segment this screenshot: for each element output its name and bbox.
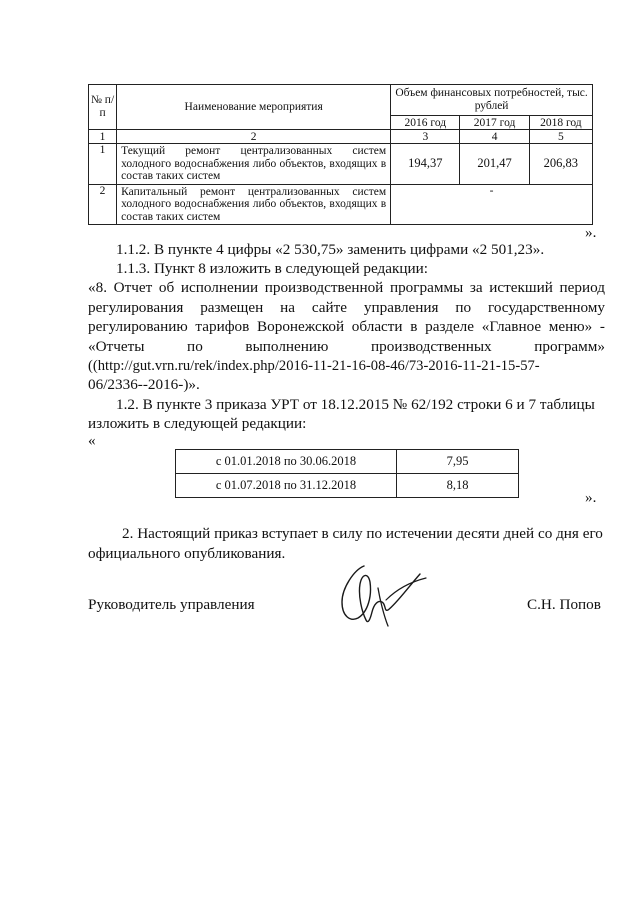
paragraph-8-link-end: 06/2336--2016-)». [88, 376, 200, 393]
row-num: 1 [89, 144, 117, 185]
paragraph-1-1-2: 1.1.2. В пункте 4 цифры «2 530,75» заменить цифрами «2 501,23». [116, 241, 545, 258]
table-row [176, 474, 519, 498]
index-cell: 2 [117, 130, 391, 144]
header-volume: Объем финансовых потребностей, тыс. рублей [391, 85, 593, 116]
paragraph-1-2: 1.2. В пункте 3 приказа УРТ от 18.12.2015 № 62/192 строки 6 и 7 таблицы [116, 396, 595, 413]
paragraph-1-2-cont: изложить в следующей редакции: [88, 415, 307, 432]
index-cell: 4 [460, 130, 529, 144]
header-2017: 2017 год [460, 116, 529, 130]
row-num: 2 [89, 184, 117, 225]
paragraph-8-line: регулированию тарифов Воронежской области в разделе «Главное меню» - [88, 318, 605, 335]
row-name: Текущий ремонт централизованных систем холодного водоснабжения либо объектов, входящих в состав таких систем [117, 144, 391, 185]
financial-table [88, 84, 593, 225]
table-row [89, 184, 593, 225]
tariff-table [175, 449, 519, 498]
final-paragraph: 2. Настоящий приказ вступает в силу по истечении десяти дней со дня его [122, 525, 603, 542]
paragraph-8-link: ((http://gut.vrn.ru/rek/index.php/2016-11-21-16-08-46/73-2016-11-21-15-57- [88, 358, 540, 374]
row-name: Капитальный ремонт централизованных систем холодного водоснабжения либо объектов, входящих в состав таких систем [117, 184, 391, 225]
header-2016: 2016 год [391, 116, 460, 130]
row-value-2018: 206,83 [529, 144, 592, 185]
open-quote: « [88, 432, 96, 449]
header-2018: 2018 год [529, 116, 592, 130]
handwritten-signature [326, 560, 436, 640]
close-quote: ». [585, 489, 597, 506]
value-cell: 8,18 [397, 474, 519, 498]
period-cell: с 01.01.2018 по 30.06.2018 [176, 450, 397, 474]
row-merged-value: - [391, 184, 593, 225]
index-cell: 5 [529, 130, 592, 144]
paragraph-8-line: «8. Отчет об исполнении производственной программы за истекший период [88, 279, 605, 296]
value-cell: 7,95 [397, 450, 519, 474]
period-cell: с 01.07.2018 по 31.12.2018 [176, 474, 397, 498]
index-cell: 3 [391, 130, 460, 144]
row-value-2017: 201,47 [460, 144, 529, 185]
index-cell: 1 [89, 130, 117, 144]
final-paragraph-cont: официального опубликования. [88, 545, 286, 562]
signatory-position: Руководитель управления [88, 596, 255, 613]
paragraph-1-1-3: 1.1.3. Пункт 8 изложить в следующей редакции: [116, 260, 429, 277]
table-row [176, 450, 519, 474]
close-quote: ». [585, 224, 597, 241]
row-value-2016: 194,37 [391, 144, 460, 185]
header-name: Наименование мероприятия [117, 85, 391, 130]
table-row [89, 144, 593, 185]
signatory-name: С.Н. Попов [527, 596, 601, 613]
header-num: № п/п [89, 85, 117, 130]
paragraph-8-line: регулирования размещен на сайте управления по государственному [88, 299, 605, 316]
paragraph-8-line: «Отчеты по выполнению производственных программ» [88, 338, 605, 355]
